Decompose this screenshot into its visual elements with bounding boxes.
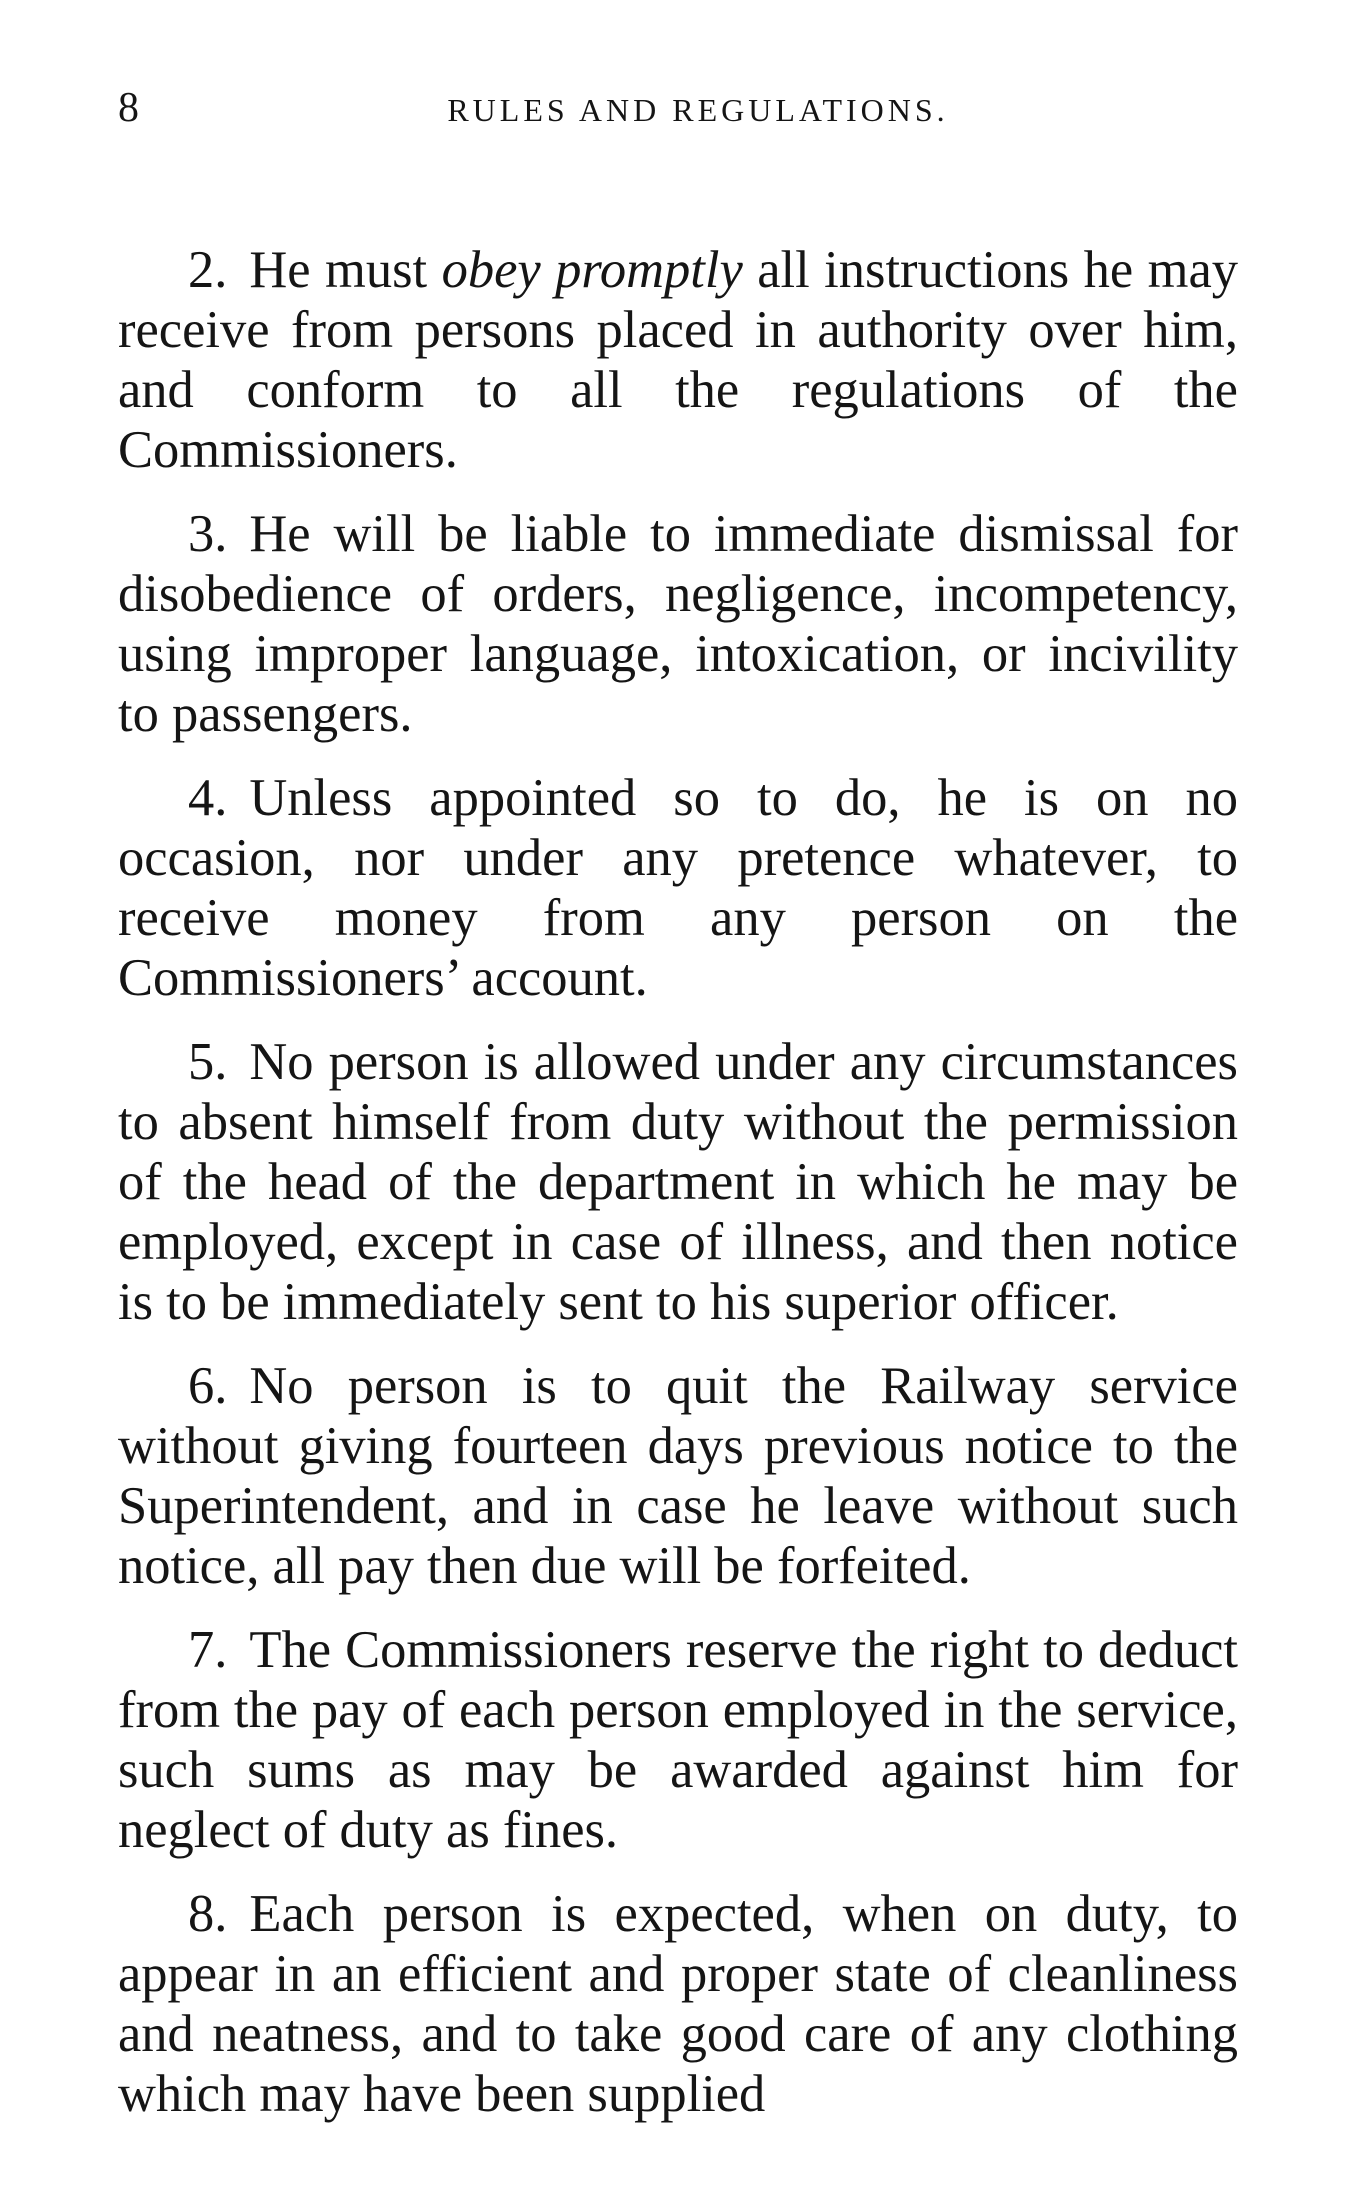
rule-text: all instructions he may receive from persons placed in authority over him, and conform to all the regulations of the Commissioners.: [118, 241, 1239, 479]
rules-list: [118, 240, 1238, 2124]
rule-text: No person is allowed under any circumstances to absent himself from duty without the permission of the head of the department in which he may be employed, except in case of illness, and then notice is to be immediately sent to his superior officer.: [118, 1033, 1238, 1331]
rule-text: No person is to quit the Railway service without giving fourteen days previous notice to the Superintendent, and in case he leave without such notice, all pay then due will be forfeited.: [118, 1357, 1238, 1595]
rule-number: 6.: [188, 1357, 228, 1415]
rule-number: 3.: [188, 505, 228, 563]
rule-text: Unless appointed so to do, he is on no occasion, nor under any pretence whatever, to receive money from any person on the Commissioners’ account.: [118, 769, 1238, 1007]
running-head: [118, 80, 1238, 140]
rule-2: [118, 240, 1238, 480]
rule-6: [118, 1356, 1238, 1596]
rule-number: 4.: [188, 769, 228, 827]
rule-text: He will be liable to immediate dismissal for disobedience of orders, negligence, incompetency, using improper language, intoxication, or incivility to passengers.: [118, 505, 1238, 743]
rule-number: 2.: [188, 241, 228, 299]
rule-3: [118, 504, 1238, 744]
rule-5: [118, 1032, 1238, 1332]
rule-number: 7.: [188, 1621, 228, 1679]
page-heading: RULES AND REGULATIONS.: [447, 92, 949, 128]
document-page: [118, 80, 1238, 2124]
rule-text: He must: [249, 241, 442, 299]
rule-emphasis: obey promptly: [441, 241, 743, 299]
rule-8: [118, 1884, 1238, 2124]
rule-number: 5.: [188, 1033, 228, 1091]
rule-7: [118, 1620, 1238, 1860]
page-number: 8: [118, 85, 139, 131]
rule-4: [118, 768, 1238, 1008]
rule-text: The Commissioners reserve the right to deduct from the pay of each person employed in the service, such sums as may be awarded against him for neglect of duty as fines.: [118, 1621, 1238, 1859]
rule-text: Each person is expected, when on duty, to appear in an efficient and proper state of cleanliness and neatness, and to take good care of any clothing which may have been supplied: [118, 1885, 1238, 2123]
rule-number: 8.: [188, 1885, 228, 1943]
